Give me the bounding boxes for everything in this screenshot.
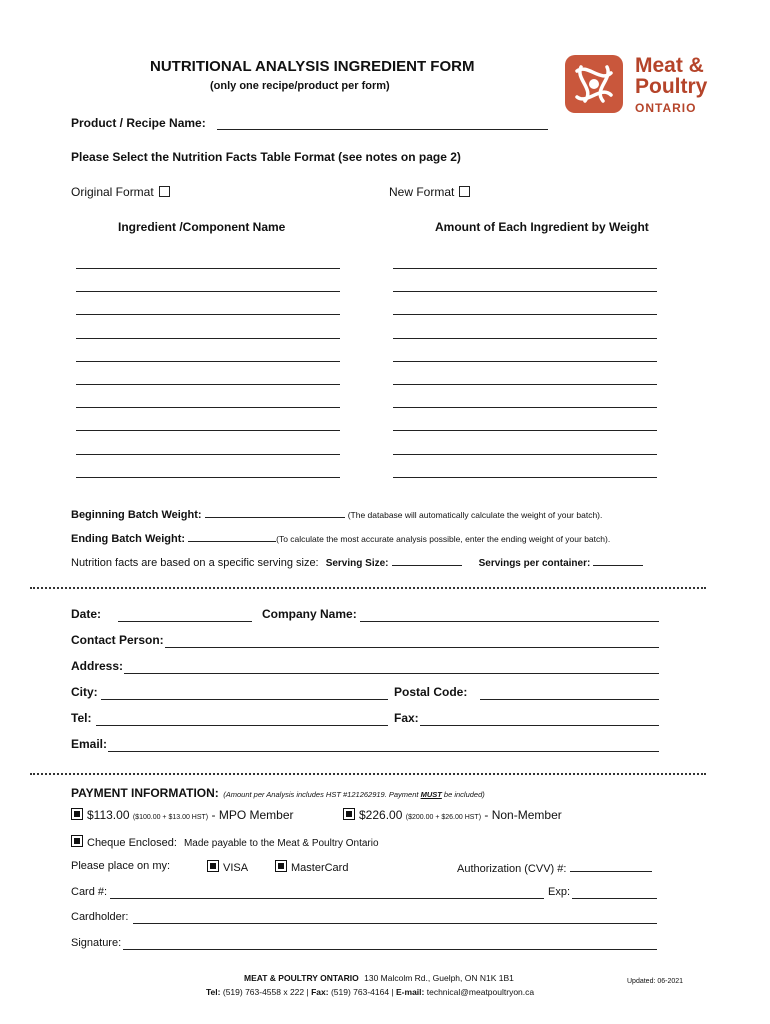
exp-field[interactable] xyxy=(572,898,657,899)
ingredient-amount-field[interactable] xyxy=(393,430,657,431)
ingredient-amount-field[interactable] xyxy=(393,477,657,478)
ingredient-amount-field[interactable] xyxy=(393,454,657,455)
ingredient-name-field[interactable] xyxy=(76,407,340,408)
serving-text: Nutrition facts are based on a specific serving size: xyxy=(71,557,319,569)
logo-line3: ONTARIO xyxy=(635,101,697,115)
footer-fax: (519) 763-4164 xyxy=(330,987,390,997)
beginning-batch-note: (The database will automatically calculate the weight of your batch). xyxy=(347,510,603,520)
ingredient-amount-field[interactable] xyxy=(393,338,657,339)
cheque-option[interactable] xyxy=(71,835,379,849)
visa-option[interactable] xyxy=(207,860,248,874)
product-name-field[interactable] xyxy=(217,129,548,130)
beginning-batch-field[interactable] xyxy=(205,506,345,518)
beginning-batch-row xyxy=(71,506,602,521)
company-name-label: Company Name: xyxy=(262,607,357,621)
ending-batch-label: Ending Batch Weight: xyxy=(71,533,186,545)
visa-label: VISA xyxy=(223,862,249,874)
servings-per-container-field[interactable] xyxy=(593,554,643,566)
exp-label: Exp: xyxy=(548,886,571,898)
ingredient-amount-field[interactable] xyxy=(393,291,657,292)
updated-date: Updated: 06-2021 xyxy=(627,978,684,985)
section-divider xyxy=(30,587,706,589)
logo-line1: Meat & xyxy=(635,54,704,77)
postal-code-field[interactable] xyxy=(480,699,659,700)
footer-tel: (519) 763-4558 x 222 xyxy=(222,987,305,997)
ingredient-name-field[interactable] xyxy=(76,477,340,478)
new-format-label: New Format xyxy=(389,185,455,199)
ingredient-name-field[interactable] xyxy=(76,314,340,315)
beginning-batch-label: Beginning Batch Weight: xyxy=(71,509,202,521)
mastercard-label: MasterCard xyxy=(291,862,349,874)
logo-line2: Poultry xyxy=(635,75,708,98)
serving-size-field[interactable] xyxy=(392,554,462,566)
tel-label: Tel: xyxy=(71,711,92,725)
new-format-checkbox[interactable] xyxy=(459,186,470,197)
fax-field[interactable] xyxy=(420,725,659,726)
ingredient-amount-field[interactable] xyxy=(393,268,657,269)
new-format-option xyxy=(389,185,470,199)
ingredient-column-header: Ingredient /Component Name xyxy=(118,220,286,234)
city-label: City: xyxy=(71,685,98,699)
ingredient-amount-field[interactable] xyxy=(393,407,657,408)
member-breakdown: ($100.00 + $13.00 HST) xyxy=(132,814,209,821)
member-option[interactable] xyxy=(71,808,294,822)
member-label: - MPO Member xyxy=(211,808,294,822)
cvv-label: Authorization (CVV) #: xyxy=(457,863,567,875)
serving-row xyxy=(71,554,643,569)
email-label: Email: xyxy=(71,737,108,751)
mpo-logo xyxy=(563,53,728,118)
ingredient-name-field[interactable] xyxy=(76,454,340,455)
form-title: NUTRITIONAL ANALYSIS INGREDIENT FORM xyxy=(150,58,475,75)
contact-person-field[interactable] xyxy=(165,647,659,648)
cardholder-field[interactable] xyxy=(133,923,657,924)
payment-note: (Amount per Analysis includes HST #121262919. Payment MUST be included) xyxy=(223,790,485,799)
place-on-label: Please place on my: xyxy=(71,860,171,872)
ingredient-amount-field[interactable] xyxy=(393,361,657,362)
member-price: $113.00 xyxy=(87,808,130,822)
ingredient-amount-field[interactable] xyxy=(393,384,657,385)
mastercard-checkbox[interactable] xyxy=(275,860,287,872)
address-field[interactable] xyxy=(124,673,659,674)
ending-batch-row xyxy=(71,530,610,545)
format-prompt: Please Select the Nutrition Facts Table Format (see notes on page 2) xyxy=(71,150,461,164)
footer-email[interactable]: technical@meatpoultryon.ca xyxy=(426,987,535,997)
nonmember-breakdown: ($200.00 + $26.00 HST) xyxy=(405,814,482,821)
card-number-label: Card #: xyxy=(71,886,108,898)
signature-field[interactable] xyxy=(123,949,657,950)
ingredient-name-field[interactable] xyxy=(76,291,340,292)
nonmember-label: - Non-Member xyxy=(484,808,562,822)
ingredient-name-field[interactable] xyxy=(76,361,340,362)
mastercard-option[interactable] xyxy=(275,860,348,874)
fax-label: Fax: xyxy=(394,711,419,725)
contact-person-label: Contact Person: xyxy=(71,633,164,647)
cvv-field[interactable] xyxy=(570,860,652,872)
serving-size-label: Serving Size: xyxy=(325,558,389,569)
original-format-option xyxy=(71,185,170,199)
cardholder-label: Cardholder: xyxy=(71,911,129,923)
postal-code-label: Postal Code: xyxy=(394,685,468,699)
cvv-row xyxy=(457,860,652,875)
footer-org: MEAT & POULTRY ONTARIO xyxy=(244,973,359,983)
ending-batch-note: (To calculate the most accurate analysis possible, enter the ending weight of your batch). xyxy=(276,534,611,544)
card-number-field[interactable] xyxy=(110,898,544,899)
footer-line2: Tel: (519) 763-4558 x 222 | Fax: (519) 763-4164 | E-mail: technical@meatpoultryon.ca xyxy=(206,987,535,997)
original-format-checkbox[interactable] xyxy=(159,186,170,197)
ingredient-amount-field[interactable] xyxy=(393,314,657,315)
ingredient-name-field[interactable] xyxy=(76,384,340,385)
address-label: Address: xyxy=(71,659,124,673)
signature-label: Signature: xyxy=(71,937,122,949)
email-field[interactable] xyxy=(108,751,659,752)
nonmember-checkbox[interactable] xyxy=(343,808,355,820)
cheque-label: Cheque Enclosed: xyxy=(87,837,177,849)
form-subtitle: (only one recipe/product per form) xyxy=(210,80,390,92)
payment-heading-row xyxy=(71,784,485,802)
tel-field[interactable] xyxy=(96,725,388,726)
city-field[interactable] xyxy=(101,699,388,700)
ingredient-name-field[interactable] xyxy=(76,430,340,431)
ending-batch-field[interactable] xyxy=(188,530,276,542)
company-name-field[interactable] xyxy=(360,621,659,622)
amount-column-header: Amount of Each Ingredient by Weight xyxy=(435,220,649,234)
cheque-note: Made payable to the Meat & Poultry Ontario xyxy=(183,838,379,849)
section-divider xyxy=(30,773,706,775)
cheque-checkbox[interactable] xyxy=(71,835,83,847)
member-checkbox[interactable] xyxy=(71,808,83,820)
date-label: Date: xyxy=(71,607,102,621)
servings-per-container-label: Servings per container: xyxy=(478,558,591,569)
nonmember-option[interactable] xyxy=(343,808,562,822)
product-name-label: Product / Recipe Name: xyxy=(71,116,206,130)
ingredient-name-field[interactable] xyxy=(76,338,340,339)
footer-line1 xyxy=(244,973,514,983)
visa-checkbox[interactable] xyxy=(207,860,219,872)
date-field[interactable] xyxy=(118,621,252,622)
payment-heading: PAYMENT INFORMATION: xyxy=(71,786,219,800)
original-format-label: Original Format xyxy=(71,185,154,199)
ingredient-name-field[interactable] xyxy=(76,268,340,269)
footer-address: 130 Malcolm Rd., Guelph, ON N1K 1B1 xyxy=(364,973,514,983)
mpo-knot-logo-icon xyxy=(563,53,625,115)
nonmember-price: $226.00 xyxy=(359,808,403,822)
